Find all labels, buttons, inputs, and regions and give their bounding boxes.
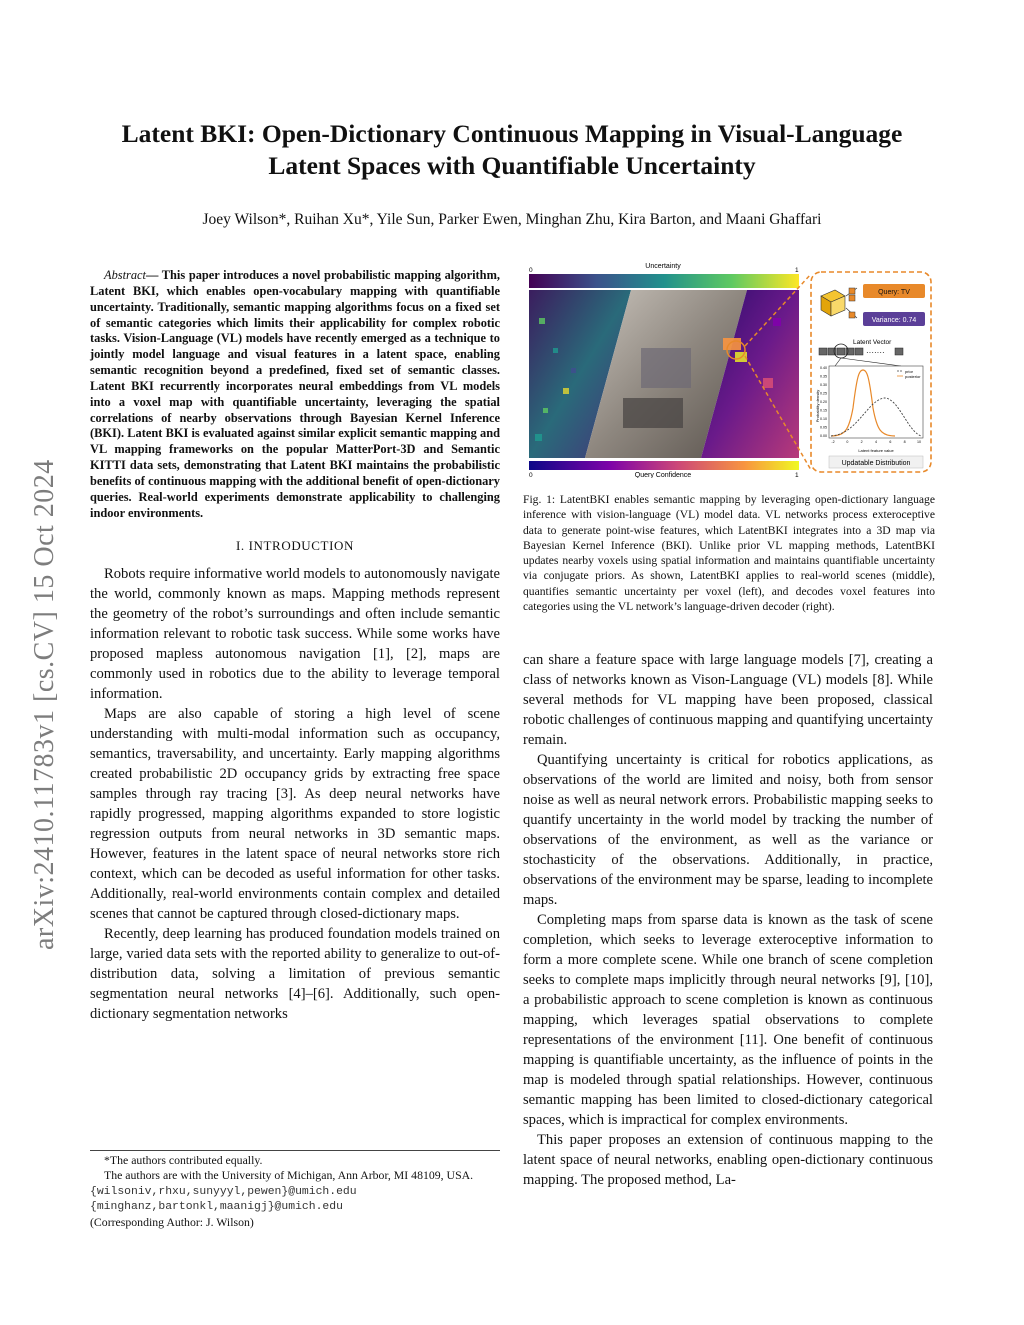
section-heading-introduction: I. INTRODUCTION <box>235 537 355 553</box>
query-confidence-label: Query Confidence <box>634 472 692 478</box>
author-list: Joey Wilson*, Ruihan Xu*, Yile Sun, Parker Ewen, Minghan Zhu, Kira Barton, and Maani Ghaffari <box>202 211 822 228</box>
plot-ytick-label: 0.35 <box>820 374 827 379</box>
legend-prior: prior <box>905 369 914 374</box>
plot-xtick-label: 0 <box>846 440 849 444</box>
abstract <box>90 268 500 522</box>
intro-paragraph-1: Robots require informative world models to autonomously navigate the world, commonly known as maps. Mapping methods represent the geometry of the robot’s surroundings and often include semantic information relevant to robotic task success. While some works have proposed mapless autonomous navigation [1], [2], maps are commonly used in robotics due to the ability to leverage temporal information. <box>90 565 500 702</box>
left-column <box>90 268 500 1024</box>
footnote-affiliation <box>90 1168 500 1200</box>
plot-ytick-label: 0.20 <box>820 400 827 405</box>
intro-right-paragraph-4: This paper proposes an extension of continuous mapping to the latent space of neural networks, enabling open-dictionary continuous mapping. The proposed method, La- <box>523 1132 933 1188</box>
variance-label: Variance: 0.74 <box>871 317 917 324</box>
abstract-lead: Abstract <box>104 268 146 282</box>
plot-xtick-label: 4 <box>875 440 877 444</box>
plot-xtick-label: -2 <box>831 440 835 444</box>
legend-posterior: posterior <box>905 374 921 379</box>
email-list-2: {minghanz,bartonkl,maanigj}@umich.edu <box>90 1201 343 1213</box>
uncertainty-scale-max: 1 <box>795 267 799 274</box>
affiliation-text: The authors are with the University of Michigan, Ann Arbor, MI 48109, USA. <box>104 1168 474 1182</box>
email-list-1: {wilsoniv,rhxu,sunyyyl,pewen}@umich.edu <box>90 1186 357 1198</box>
plot-xtick-label: 8 <box>903 440 906 444</box>
plot-xtick-label: 2 <box>860 440 863 444</box>
updatable-distribution-label: Updatable Distribution <box>841 460 911 467</box>
uncertainty-scale-min: 0 <box>529 267 533 274</box>
intro-right-paragraph-1: can share a feature space with large language models [7], creating a class of networks known as Vison-Language (VL) models [8]. While several methods for VL mapping have been proposed, classical robotic challenges of continuous mapping and quantifying uncertainty remain. <box>523 652 933 748</box>
scene-panel <box>529 290 799 458</box>
figure-1-graphic <box>523 258 935 478</box>
plot-ytick-label: 0.00 <box>820 434 827 439</box>
plot-ytick-label: 0.40 <box>820 366 827 371</box>
query-label: Query: TV <box>878 289 910 296</box>
plot-ytick-label: 0.05 <box>820 425 827 430</box>
uncertainty-colorbar <box>529 274 799 288</box>
plot-ytick-label: 0.25 <box>820 391 827 396</box>
plot-ylabel: Probability density <box>815 389 820 423</box>
intro-paragraph-2: Maps are also capable of storing a high level of scene understanding with multi-modal information such as occupancy, semantics, traversability, and uncertainty. Early mapping algorithms created probabilistic 2D occupancy grids by extracting free space samples through ray tracing [3]. As deep neural networks have rapidly progressed, mapping algorithms expanded to store logistic regression outputs from neural networks in 3D semantic maps. However, features in the latent space of neural networks store rich context, which can be decoded as useful information for other tasks. Additionally, real-world environments contain complex and detailed scenes that cannot be captured through closed-dictionary maps. <box>90 705 500 922</box>
footnote-equal-contribution: *The authors contributed equally. <box>104 1153 263 1167</box>
latent-vector-label: Latent Vector <box>853 339 892 346</box>
plot-xtick-label: 10 <box>917 440 921 444</box>
footnotes <box>90 1150 500 1230</box>
arxiv-identifier: arXiv:2410.11783v1 [cs.CV] 15 Oct 2024 <box>29 459 60 950</box>
uncertainty-label: Uncertainty <box>645 263 681 270</box>
intro-right-paragraph-2: Quantifying uncertainty is critical for robotics applications, as observations of the world are limited and noisy, both from sensor noise as well as neural network errors. Probabilistic mapping seeks to quantify uncertainty in the world model by tracking the number of observations of the environment, as well as the variance or stochasticity of the observations. Additionally, in practice, observations of the environment may be sparse, leading to incomplete maps. <box>523 752 933 908</box>
paper-title <box>60 118 964 182</box>
plot-ytick-label: 0.10 <box>820 417 827 422</box>
plot-ytick-label: 0.30 <box>820 383 827 388</box>
plot-ytick-label: 0.15 <box>820 408 827 413</box>
confidence-scale-max: 1 <box>795 472 799 478</box>
figure-1 <box>523 258 935 478</box>
footnote-corresponding-author: (Corresponding Author: J. Wilson) <box>90 1215 254 1229</box>
abstract-dash: — <box>146 268 162 282</box>
intro-paragraph-3: Recently, deep learning has produced foundation models trained on large, varied data sets with the reported ability to generalize to out-of-distribution data, solving a limitation of previous semantic segmentation neural networks [4]–[6]. Additionally, such open-dictionary segmentation networks <box>90 925 500 1022</box>
svg-text:·······: ······· <box>866 348 885 357</box>
abstract-body: This paper introduces a novel probabilistic mapping algorithm, Latent BKI, which enables open-vocabulary mapping with quantifiable uncertainty. Traditionally, semantic mapping algorithms focus on a fixed set of semantic categories which limits their applicability for complex robotic tasks. Vision-Language (VL) models have recently emerged as a technique to jointly model language and visual features in a latent space, enabling semantic recognition beyond a predefined, fixed set of semantic classes. Latent BKI recurrently incorporates neural embeddings from VL models into a voxel map with quantifiable uncertainty, leveraging the spatial correlations of nearby observations through Bayesian Kernel Inference (BKI). Latent BKI is evaluated against similar explicit semantic mapping and VL mapping frameworks on the popular MatterPort-3D and Semantic KITTI data sets, demonstrating that Latent BKI maintains the probabilistic benefits of continuous mapping with the additional benefit of open-dictionary queries. Real-world experiments demonstrate applicability to challenging indoor environments. <box>90 268 500 520</box>
right-column <box>523 650 933 1190</box>
title-line-2: Latent Spaces with Quantifiable Uncertainty <box>268 151 756 180</box>
intro-right-paragraph-3: Completing maps from sparse data is known as the task of scene completion, which seeks to leverage exteroceptive information to form a more complete scene. While one branch of scene completion seeks to complete maps implicitly through neural networks [9], [10], a probabilistic approach to scene completion is known as continuous mapping, which leverages spatial observations to complete representations of the environment [11]. One benefit of continuous mapping is quantifiable uncertainty, as the influence of points in the map is modeled through spatial relationships. However, continuous semantic mapping has been limited to closed-dictionary categorical spaces, which is impractical for complex environments. <box>523 912 933 1128</box>
plot-xtick-label: 6 <box>889 440 892 444</box>
figure-1-caption: Fig. 1: LatentBKI enables semantic mapping by leveraging open-dictionary language inference with vision-language (VL) model data. VL networks process exteroceptive data to generate point-wise features, which LatentBKI integrates into a 3D map via Bayesian Kernel Inference (BKI). Unlike prior VL mapping methods, LatentBKI updates nearby voxels using spatial information and maintains quantifiable uncertainty via conjugate priors. As shown, LatentBKI applies to real-world scenes (middle), quantifies semantic uncertainty per voxel (left), and decodes voxel features into categories using the VL network’s language-driven decoder (right). <box>523 493 935 614</box>
confidence-scale-min: 0 <box>529 472 533 478</box>
title-line-1: Latent BKI: Open-Dictionary Continuous Mapping in Visual-Language <box>121 119 903 148</box>
plot-xlabel: Latent feature value <box>858 448 894 453</box>
query-confidence-colorbar <box>529 461 799 470</box>
